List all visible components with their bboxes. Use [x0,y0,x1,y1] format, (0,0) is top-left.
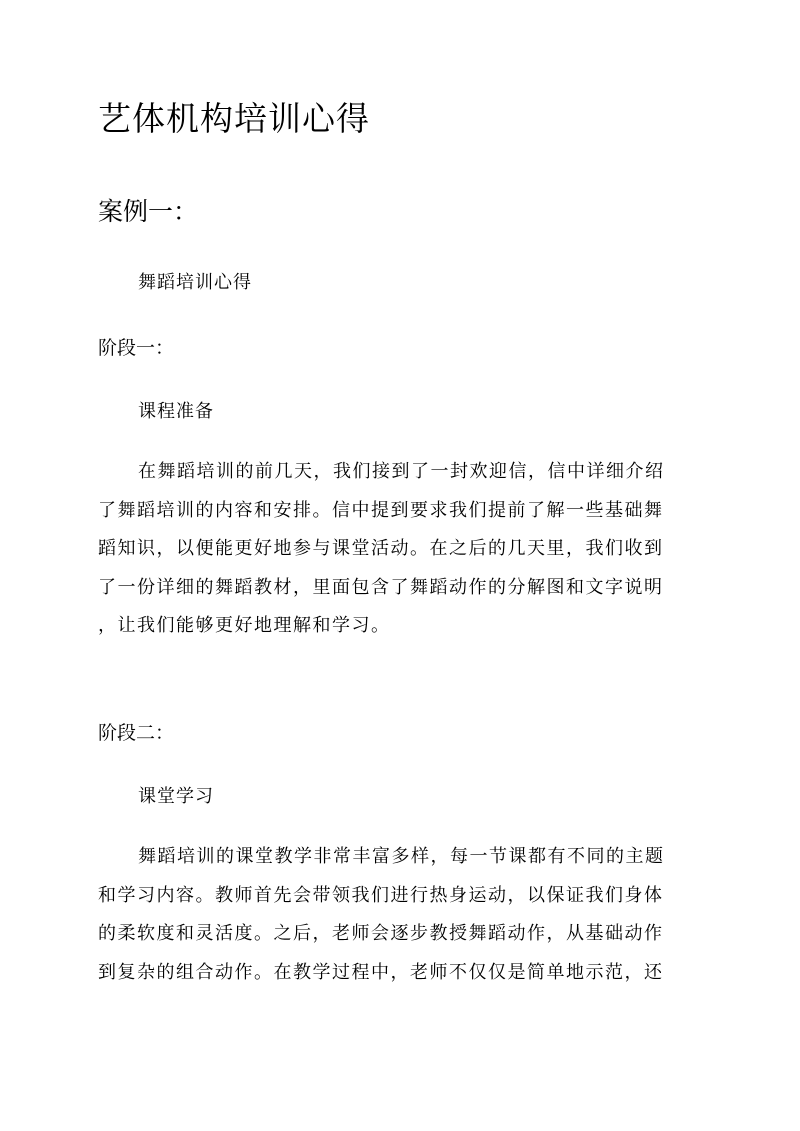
paragraph-line: 了舞蹈培训的内容和安排。信中提到要求我们提前了解一些基础舞 [98,499,664,521]
stage2-paragraph [98,843,701,997]
paragraph-line: 和学习内容。教师首先会带领我们进行热身运动，以保证我们身体 [98,884,664,906]
paragraph-line: 的柔软度和灵活度。之后，老师会逐步教授舞蹈动作，从基础动作 [98,923,664,944]
stage1-subtitle: 课程准备 [138,401,214,422]
case-heading: 案例一： [98,197,199,226]
paragraph-line: 到复杂的组合动作。在教学过程中，老师不仅仅是简单地示范，还 [98,961,664,983]
paragraph-line: 舞蹈培训的课堂教学非常丰富多样，每一节课都有不同的主题 [138,846,665,867]
paragraph-line: 在舞蹈培训的前几天，我们接到了一封欢迎信，信中详细介绍 [138,461,665,482]
stage1-paragraph [98,458,701,651]
case-subtitle: 舞蹈培训心得 [138,272,252,293]
stage2-subtitle: 课堂学习 [138,786,214,807]
paragraph-line: 了一份详细的舞蹈教材，里面包含了舞蹈动作的分解图和文字说明 [98,576,664,598]
document-title: 艺体机构培训心得 [98,99,370,138]
paragraph-line: ，让我们能够更好地理解和学习。 [98,615,391,636]
stage2-heading: 阶段二： [98,722,175,744]
paragraph-line: 蹈知识，以便能更好地参与课堂活动。在之后的几天里，我们收到 [98,538,664,559]
stage1-heading: 阶段一： [98,337,175,359]
